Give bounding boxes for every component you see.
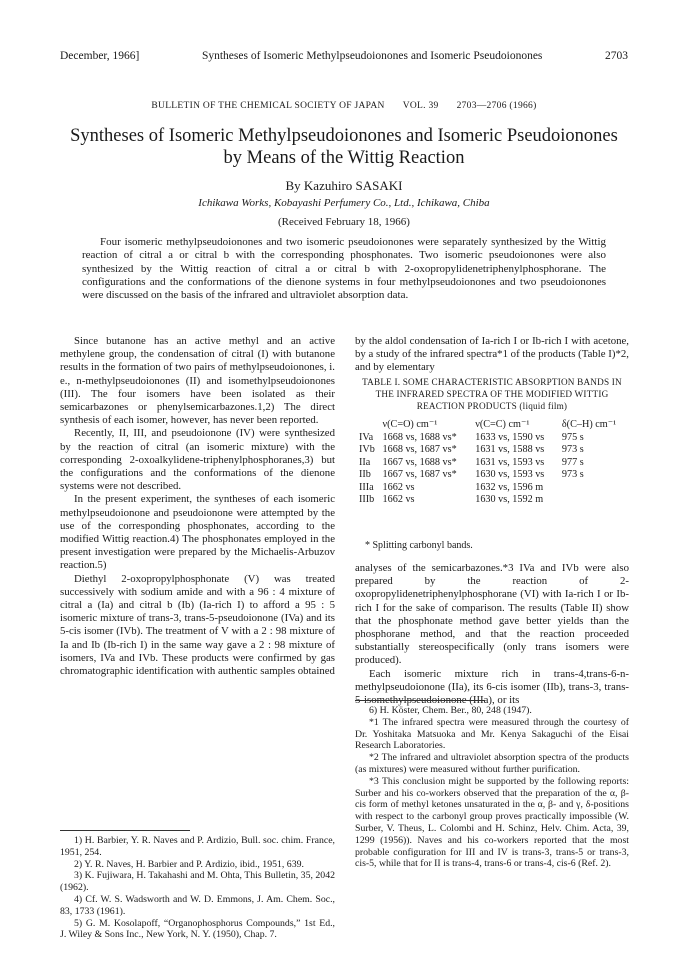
- table-cell: 1668 vs, 1688 vs*: [382, 432, 457, 444]
- table-cell: 1662 vs: [382, 494, 415, 506]
- journal-volume: VOL. 39: [402, 101, 439, 111]
- right-footnotes: [355, 700, 629, 870]
- table-row: [357, 456, 629, 468]
- running-header: [60, 50, 628, 62]
- body-paragraph: Since butanone has an active methyl and an active methylene group, the condensation of citral (I) with butanone results in the formation of two pairs of methylpseudoionones, i. e., n-methylpseudoionones (II) and isomethylpseudoionones (III). The four isomers have been isolated as their semicarbazones or phenylsemicarbazones.1,2) The direct synthesis of each isomer, however, has never been reported.: [60, 335, 335, 427]
- table-row: [357, 493, 629, 505]
- table-header-row: [357, 418, 629, 431]
- body-paragraph: analyses of the semicarbazones.*3 IVa and IVb were also prepared by the reaction of 2-oxopropylidenetriphenylphosphorane (VI) with Ia-rich I or Ib-rich I for the sake of comparison. The results (Table II) show that the phosphonate method gave better yields than the phosphorane method, and that the reaction proceeded substantially stereospecifically (only trans isomers were produced).: [355, 562, 629, 667]
- table-cell: 1667 vs, 1687 vs*: [382, 469, 457, 481]
- table-cell: 1633 vs, 1590 vs: [475, 432, 545, 444]
- table-caption: TABLE I. SOME CHARACTERISTIC ABSORPTION BANDS IN THE INFRARED SPECTRA OF THE MODIFIED WITTIG REACTION PRODUCTS (liquid film): [362, 377, 622, 411]
- author: By Kazuhiro SASAKI: [285, 178, 403, 193]
- table-row: [357, 444, 629, 456]
- body-paragraph: In the present experiment, the syntheses of each isomeric methylpseudoionone and pseudoionone were attempted by the use of the corresponding phosphonates, according to the modified Wittig reaction.4) The phosphonates employed in the present investigation were prepared by the Michaelis-Arbuzov reaction.5): [60, 493, 335, 572]
- received-date: (Received February 18, 1966): [278, 216, 410, 228]
- header-page-number: 2703: [604, 50, 628, 62]
- table-footnote: * Splitting carbonyl bands.: [365, 540, 473, 551]
- footnote-divider: [60, 830, 190, 831]
- table-cell: IIa: [359, 456, 371, 468]
- title-line-1: Syntheses of Isomeric Methylpseudoionones and Isomeric Pseudoionones: [70, 126, 618, 146]
- title-line-2: by Means of the Wittig Reaction: [223, 148, 465, 168]
- journal-pages: 2703—2706 (1966): [456, 101, 537, 111]
- body-paragraph: by the aldol condensation of Ia-rich I or Ib-rich I with acetone, by a study of the infrared spectra*1 of the products (Table I)*2, and by elementary: [355, 335, 629, 374]
- table-cell: 1631 vs, 1593 vs: [475, 456, 545, 468]
- table-row: [357, 469, 629, 481]
- article-title: [40, 125, 648, 169]
- reference: 4) Cf. W. S. Wadsworth and W. D. Emmons, J. Am. Chem. Soc., 83, 1733 (1961).: [60, 893, 335, 917]
- table-header-cell: δ(C–H) cm⁻¹: [561, 418, 617, 430]
- table-header-cell: ν(C=C) cm⁻¹: [475, 418, 530, 430]
- table-cell: 1630 vs, 1593 vs: [475, 469, 545, 481]
- body-paragraph: Each isomeric mixture rich in trans-4,trans-6-n-methylpseudoionone (IIa), its 6-cis isomer (IIb), trans-3, trans-5-isomethylpseudoionone (IIIa), or its: [355, 667, 629, 707]
- right-column-middle: [355, 562, 629, 707]
- table-cell: IIb: [359, 469, 371, 481]
- table-cell: 1630 vs, 1592 m: [475, 494, 544, 506]
- abstract: Four isomeric methylpseudoionones and two isomeric pseudoionones were separately synthesized by the Wittig reaction of citral a or citral b with the corresponding phosphonates. Two isomeric pseudoionones were also synthesized by the Wittig reaction of citral a or citral b with 2-oxopropylidenetriphenylphosphorane. The configurations and the conformations of the dienone systems in four methylpseudoionones and two pseudoionones were discussed on the basis of the infrared and ultraviolet absorption data.: [82, 236, 606, 302]
- table-cell: 1668 vs, 1687 vs*: [382, 444, 457, 456]
- reference: 6) H. Köster, Chem. Ber., 80, 248 (1947).: [369, 705, 532, 716]
- table-header-cell: [357, 418, 381, 431]
- journal-line: [60, 101, 628, 111]
- table-cell: 975 s: [561, 432, 584, 444]
- table-cell: 1667 vs, 1688 vs*: [382, 456, 457, 468]
- right-column-top: [355, 335, 629, 375]
- left-column: [60, 335, 335, 678]
- table-cell: 1662 vs: [382, 481, 415, 493]
- table-cell: IIIa: [359, 481, 374, 493]
- table-cell: IIIb: [359, 494, 375, 506]
- table-cell: IVb: [359, 444, 375, 456]
- affiliation: Ichikawa Works, Kobayashi Perfumery Co., Ltd., Ichikawa, Chiba: [198, 197, 490, 209]
- table-cell: 973 s: [561, 469, 584, 481]
- table-cell: 1632 vs, 1596 m: [475, 481, 544, 493]
- table-cell: 977 s: [561, 456, 584, 468]
- reference: 3) K. Fujiwara, H. Takahashi and M. Ohta, This Bulletin, 35, 2042 (1962).: [60, 870, 335, 894]
- ir-table: [357, 418, 629, 506]
- reference: 5) G. M. Kosolapoff, “Organophosphorus Compounds,” 1st Ed., J. Wiley & Sons Inc., New York, N. Y. (1950), Chap. 7.: [60, 917, 335, 941]
- reference: 1) H. Barbier, Y. R. Naves and P. Ardizio, Bull. soc. chim. France, 1951, 254.: [60, 835, 335, 858]
- table-cell: IVa: [359, 432, 374, 444]
- table-row: [357, 431, 629, 443]
- body-paragraph: Recently, II, III, and pseudoionone (IV) were synthesized by the reaction of citral (an isomeric mixture) with the corresponding 2-oxoalkylidene-triphenylphosphoranes,3) but the configurations and the conformations of the dienone systems were not described.: [60, 427, 335, 493]
- table-row: [357, 481, 629, 493]
- table-cell: [560, 493, 629, 505]
- body-paragraph: Diethyl 2-oxopropylphosphonate (V) was treated successively with sodium amide and with a 96 : 4 mixture of citral a (Ia) and citral b (Ib) (Ia-rich I) to afford a 95 : 5 isomeric mixture of trans-3, trans-5-pseudoionone (IVa) and its 5-cis isomer (IVb). The treatment of V with a 2 : 98 mixture of Ia and Ib (Ib-rich I) in the same way gave a 2 : 98 mixture of isomers, IVa and IVb. These products were confirmed by gas chromatographic identification with authentic samples obtained: [60, 572, 335, 678]
- footnote: *3 This conclusion might be supported by the following reports: Surber and his co-workers observed that the preparation of the α, β-cis form of methyl ketones unsaturated in the α, β- and γ, δ-positions with respect to the carbonyl group proves practically impossible (W. Surber, V. Theus, L. Colombi and H. Schinz, Helv. Chim. Acta, 39, 1299 (1956)). Naves and his co-workers reported that the most probable configuration for III and IV is trans-3, trans-5 or trans-3, cis-5, while that for II is trans-4, trans-6 or trans-4, cis-6 (Ref. 2).: [355, 775, 629, 870]
- footnote-divider: [355, 700, 485, 701]
- left-footnotes: [60, 830, 335, 941]
- table-cell: 1631 vs, 1588 vs: [475, 444, 545, 456]
- footnote: *2 The infrared and ultraviolet absorption spectra of the products (as mixtures) were measured without further purification.: [355, 752, 629, 775]
- table-cell: 973 s: [561, 444, 584, 456]
- journal-name: BULLETIN OF THE CHEMICAL SOCIETY OF JAPAN: [151, 101, 385, 111]
- table-header-cell: ν(C=O) cm⁻¹: [382, 418, 438, 430]
- table-cell: [560, 481, 629, 493]
- header-date: December, 1966]: [60, 50, 140, 62]
- footnote: *1 The infrared spectra were measured through the courtesy of Dr. Yoshitaka Matsuoka and Mr. Kenya Sakaguchi of the Eisai Research Laboratories.: [355, 716, 629, 752]
- header-running-title: Syntheses of Isomeric Methylpseudoionones and Isomeric Pseudoionones: [201, 50, 543, 62]
- reference: 2) Y. R. Naves, H. Barbier and P. Ardizio, ibid., 1951, 639.: [74, 858, 304, 870]
